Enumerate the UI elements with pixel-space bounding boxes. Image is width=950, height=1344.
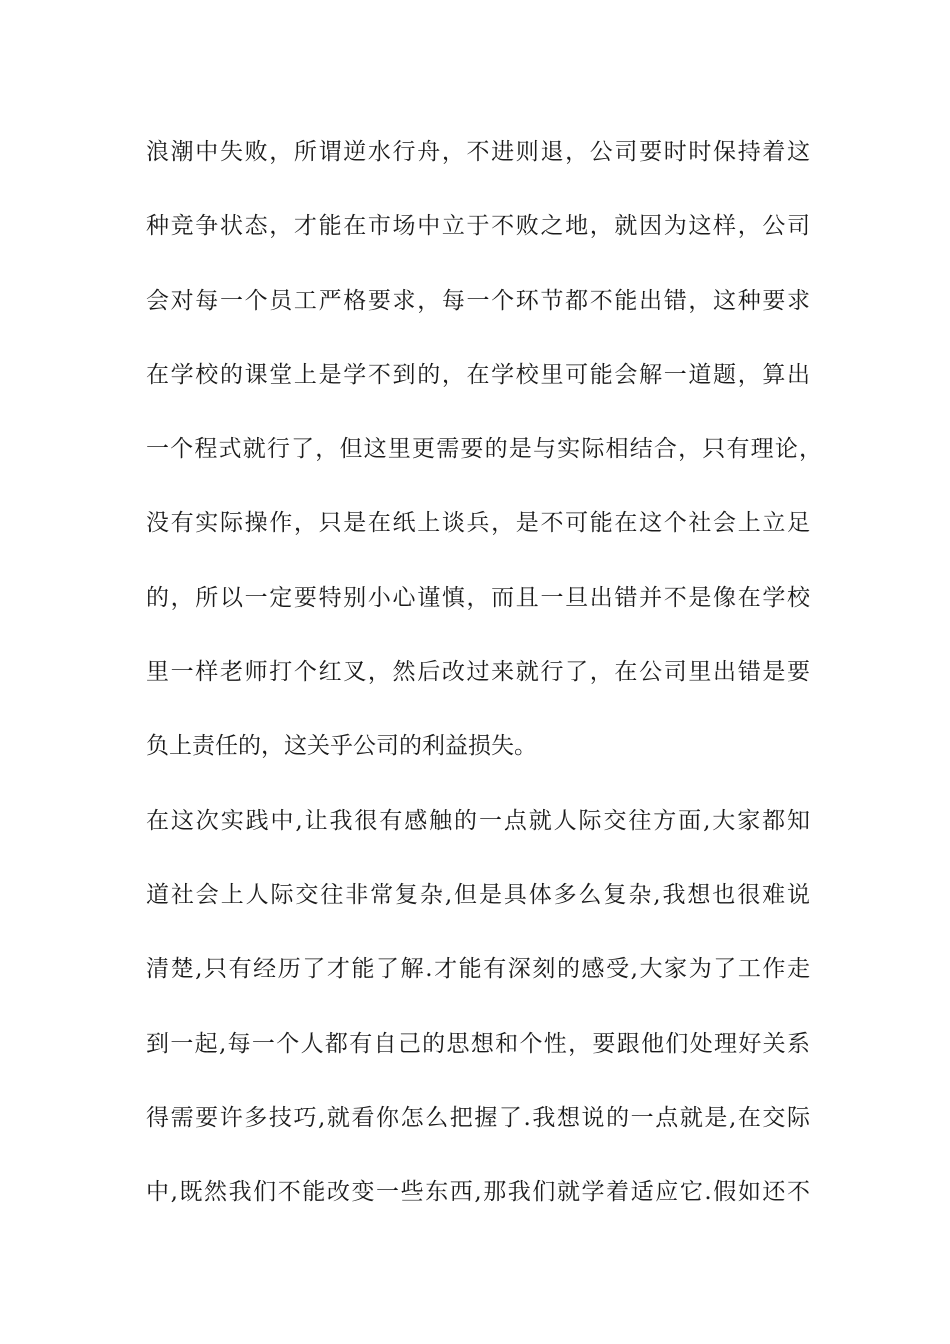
paragraph-2-line-6: 中,既然我们不能改变一些东西,那我们就学着适应它.假如还不 bbox=[146, 1179, 810, 1205]
paragraph-1-line-8: 里一样老师打个红叉，然后改过来就行了，在公司里出错是要 bbox=[146, 659, 810, 685]
paragraph-1-line-6: 没有实际操作，只是在纸上谈兵，是不可能在这个社会上立足 bbox=[146, 510, 810, 536]
paragraph-1-line-4: 在学校的课堂上是学不到的，在学校里可能会解一道题，算出 bbox=[146, 362, 810, 388]
paragraph-2-line-3: 清楚,只有经历了才能了解.才能有深刻的感受,大家为了工作走 bbox=[146, 956, 810, 982]
paragraph-1-line-5: 一个程式就行了，但这里更需要的是与实际相结合，只有理论， bbox=[146, 436, 822, 462]
paragraph-1-line-2: 种竞争状态，才能在市场中立于不败之地，就因为这样，公司 bbox=[146, 213, 810, 239]
paragraph-2-line-4: 到一起,每一个人都有自己的思想和个性，要跟他们处理好关系 bbox=[146, 1031, 810, 1057]
paragraph-1-line-3: 会对每一个员工严格要求，每一个环节都不能出错，这种要求 bbox=[146, 288, 810, 314]
paragraph-1-line-9: 负上责任的，这关乎公司的利益损失。 bbox=[146, 733, 537, 759]
paragraph-1-line-7: 的，所以一定要特别小心谨慎，而且一旦出错并不是像在学校 bbox=[146, 585, 810, 611]
paragraph-1-line-1: 浪潮中失败，所谓逆水行舟，不进则退，公司要时时保持着这 bbox=[146, 139, 810, 165]
paragraph-2-line-1: 在这次实践中,让我很有感触的一点就人际交往方面,大家都知 bbox=[146, 808, 810, 834]
paragraph-2-line-2: 道社会上人际交往非常复杂,但是具体多么复杂,我想也很难说 bbox=[146, 882, 810, 908]
paragraph-2-line-5: 得需要许多技巧,就看你怎么把握了.我想说的一点就是,在交际 bbox=[146, 1105, 810, 1131]
